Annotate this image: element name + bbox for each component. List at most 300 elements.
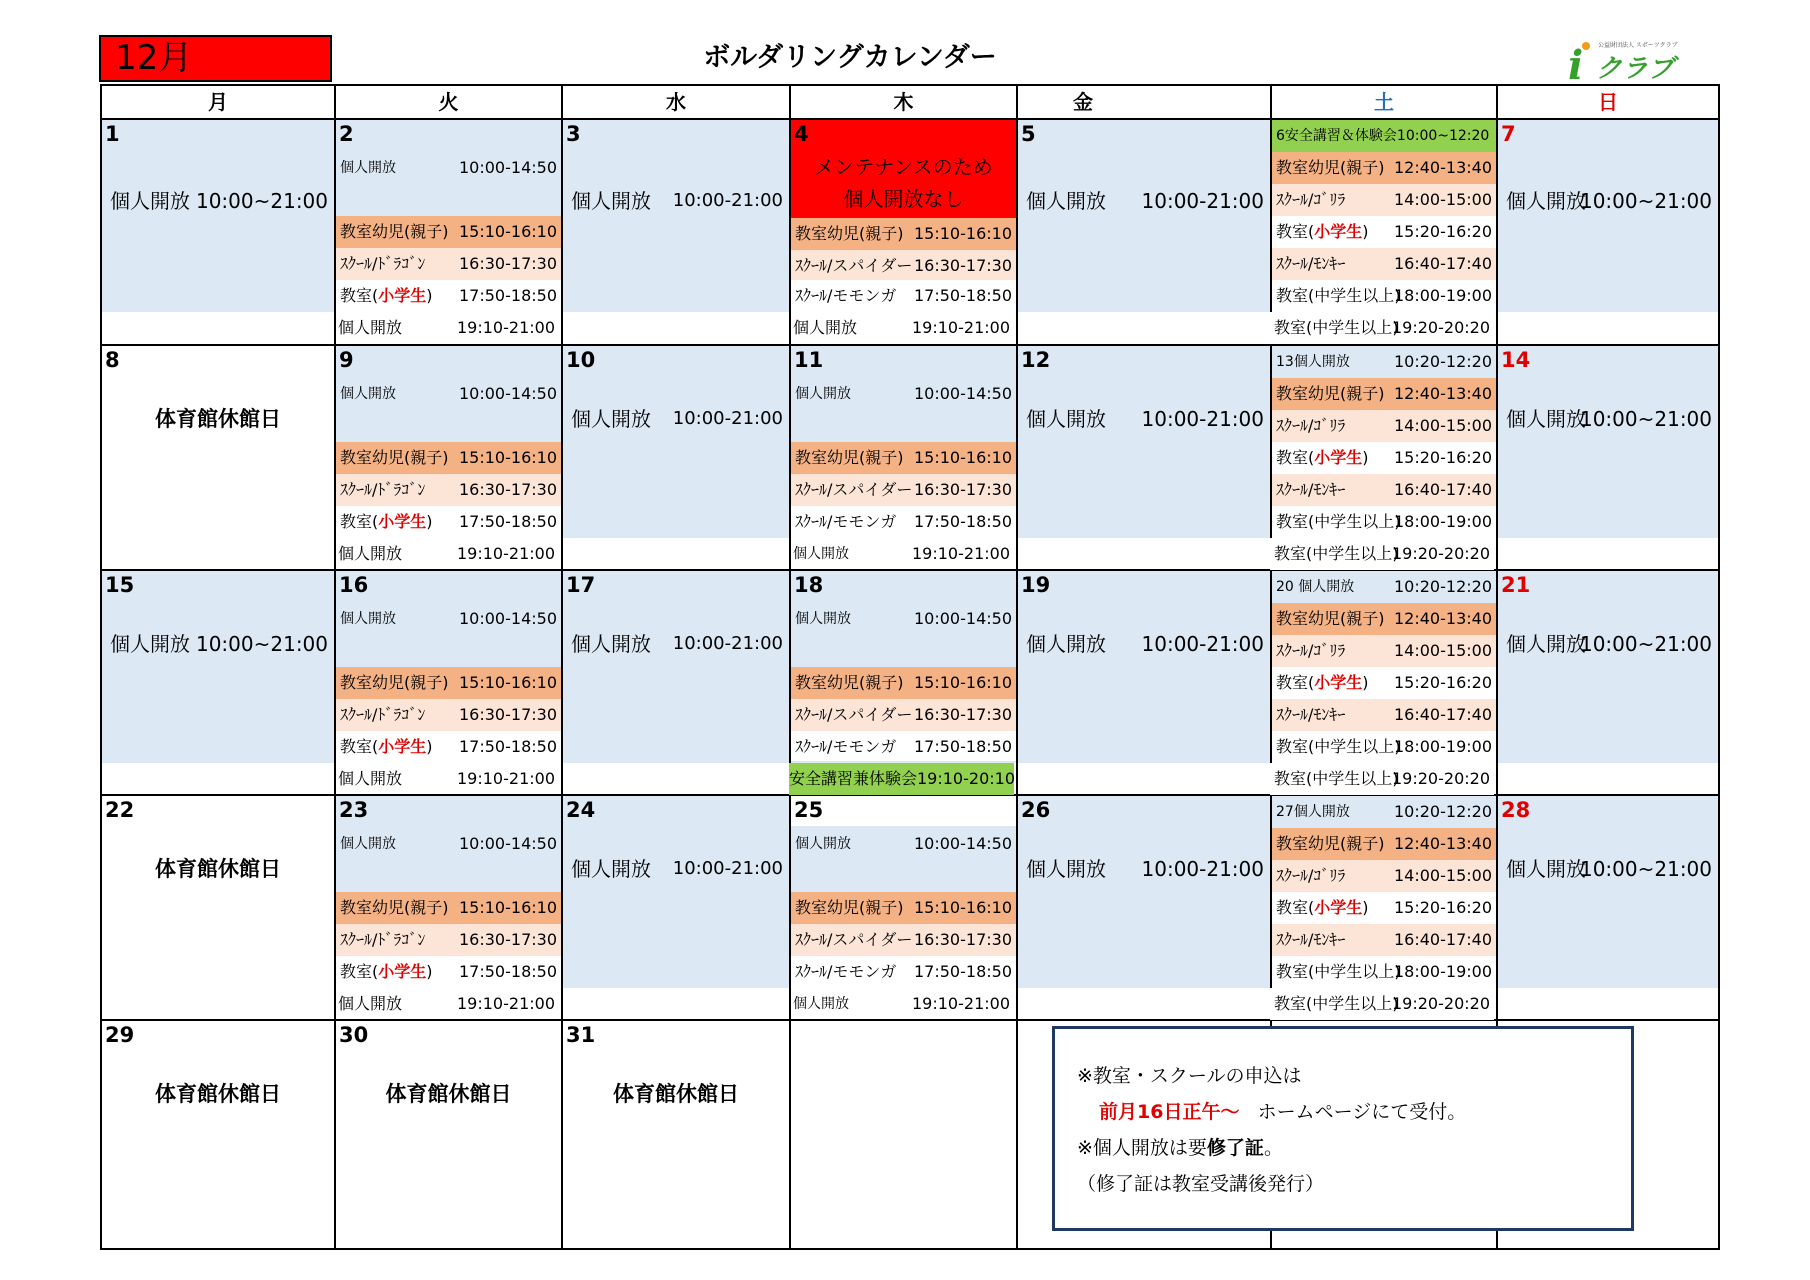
schedule-label: 教室幼児(親子) [795,224,904,243]
schedule-label: ｽｸｰﾙ/ｺﾞﾘﾗ [1276,641,1346,660]
day-number: 29 [105,1023,135,1047]
day-cell-24[interactable] [563,796,789,988]
schedule-time: 17:50-18:50 [459,962,557,981]
day-number: 1 [105,122,120,146]
schedule-time: 16:30-17:30 [914,256,1012,275]
day-number: 24 [566,798,596,822]
day-number: 22 [105,798,135,822]
schedule-gorilla [1272,184,1496,216]
schedule-open-evening [334,538,559,570]
schedule-spider [791,250,1016,282]
schedule-time: 10:00~21:00 [1579,857,1712,881]
schedule-label-red: 小学生 [1314,898,1363,917]
day-cell-27[interactable] [1272,796,1496,988]
schedule-time: 19:10-21:00 [457,318,555,337]
schedule-time: 15:10-16:10 [914,448,1012,467]
month-label: 12月 [99,35,332,82]
schedule-junior-1 [1272,731,1496,763]
note-line-3 [1077,1133,1283,1163]
schedule-label: 教室( [340,286,379,305]
day-cell-15[interactable] [102,571,334,763]
schedule-label: 個人開放 [338,994,403,1013]
schedule-time: 12:40-13:40 [1394,609,1492,628]
schedule-time: 17:50-18:50 [459,512,557,531]
schedule-time: 15:20-16:20 [1394,898,1492,917]
schedule-monkey [1272,474,1496,506]
schedule-open-evening [789,312,1014,344]
note-line-2 [1099,1097,1466,1127]
schedule-momonga [791,731,1016,761]
schedule-label: 教室(中学生以上) [1276,737,1401,756]
day-number: 31 [566,1023,596,1047]
schedule-label: ｽｸｰﾙ/モモンガ [795,737,897,756]
schedule-label: ｽｸｰﾙ/ﾓﾝｷｰ [1276,705,1346,724]
schedule-label: 教室( [1276,673,1315,692]
schedule-time: 19:10-21:00 [912,544,1010,563]
day-number: 28 [1501,798,1531,822]
schedule-elementary [336,280,561,312]
schedule-label: 教室( [1276,448,1315,467]
schedule-label: 個人開放 [795,386,851,402]
schedule-label-red: 小学生 [378,737,427,756]
day-cell-2[interactable] [336,120,561,312]
note-end: 。 [1263,1137,1283,1159]
schedule-junior-2 [1270,763,1494,795]
schedule-label: ｽｸｰﾙ/ﾓﾝｷｰ [1276,930,1346,949]
day-number: 21 [1501,573,1531,597]
schedule-label: 個人開放 [338,318,403,337]
schedule-label: 個人開放 [1506,407,1586,431]
schedule-label: 教室幼児(親子) [1276,609,1385,628]
schedule-dragon [336,248,561,280]
schedule-open-morning [1272,346,1496,378]
day-number: 4 [794,122,809,146]
closed-label: 体育館休館日 [155,407,281,431]
schedule-label: 個人開放 [1026,857,1106,881]
note-bold: 修了証 [1206,1137,1264,1159]
schedule-open-morning [1272,796,1496,828]
schedule-kids [1272,603,1496,635]
schedule-label: 教室(中学生以上) [1274,994,1399,1013]
schedule-label: 教室幼児(親子) [1276,834,1385,853]
schedule-time: 16:40-17:40 [1394,254,1492,273]
schedule-time: 16:40-17:40 [1394,705,1492,724]
schedule-time: 10:00-14:50 [914,834,1012,853]
schedule-open-morning [336,378,561,410]
day-cell-9[interactable] [336,346,561,538]
schedule-label-close: ) [1362,222,1369,241]
day-cell-20[interactable] [1272,571,1496,763]
closed-label: 体育館休館日 [155,1082,281,1106]
weekday-wed: 水 [666,90,686,114]
schedule-time: 10:00~21:00 [195,632,328,656]
day-cell-3[interactable] [563,120,789,312]
schedule-time: 19:10-21:00 [457,769,555,788]
schedule-label: 教室幼児(親子) [795,673,904,692]
schedule-label: ｽｸｰﾙ/ｺﾞﾘﾗ [1276,866,1346,885]
note-text: ※個人開放は要 [1077,1137,1207,1159]
schedule-kids [1272,152,1496,184]
day-number: 19 [1021,573,1051,597]
schedule-time: 16:30-17:30 [459,705,557,724]
schedule-time: 15:10-16:10 [914,898,1012,917]
schedule-label: 個人開放 [571,632,651,656]
schedule-elementary [1272,667,1496,699]
day-cell-18[interactable] [791,571,1016,763]
schedule-label: 教室幼児(親子) [1276,384,1385,403]
schedule-junior-2 [1270,538,1494,570]
schedule-safety-event [1272,120,1496,152]
schedule-time: 10:20-12:20 [1394,577,1492,596]
schedule-label: 教室( [1276,898,1315,917]
schedule-label: 教室(中学生以上) [1276,512,1401,531]
schedule-time: 10:00-14:50 [459,834,557,853]
schedule-label: 教室(中学生以上) [1274,769,1399,788]
schedule-label: ｽｸｰﾙ/ﾄﾞﾗｺﾞﾝ [340,705,426,724]
schedule-time: 14:00-15:00 [1394,416,1492,435]
schedule-label: 個人開放 [1506,632,1586,656]
schedule-label-red: 小学生 [1314,448,1363,467]
schedule-label: 個人開放 [793,546,849,562]
day-cell-1[interactable] [102,120,334,312]
schedule-label: 教室( [1276,222,1315,241]
schedule-label: 教室(中学生以上) [1274,544,1399,563]
day-cell-5[interactable] [1018,120,1270,312]
schedule-label: ｽｸｰﾙ/ﾄﾞﾗｺﾞﾝ [340,480,426,499]
day-cell-4[interactable] [791,120,1016,312]
closed-label: 体育館休館日 [613,1082,739,1106]
schedule-momonga [791,956,1016,988]
day-cell-21[interactable] [1498,571,1718,763]
schedule-label-close: ) [426,512,433,531]
schedule-time: 10:00-14:50 [459,609,557,628]
day-cell-30[interactable] [336,1021,561,1248]
schedule-label-red: 小学生 [1314,222,1363,241]
schedule-time: 12:40-13:40 [1394,158,1492,177]
schedule-time: 19:10-21:00 [457,544,555,563]
day-number: 26 [1021,798,1051,822]
day-number: 30 [339,1023,369,1047]
schedule-time: 16:30-17:30 [459,480,557,499]
day-cell-23[interactable] [336,796,561,988]
page-title: ボルダリングカレンダー [703,42,997,73]
day-cell-8[interactable] [102,346,334,538]
schedule-elementary [336,506,561,538]
schedule-time: 10:00~21:00 [1579,632,1712,656]
schedule-time: 15:10-16:10 [459,448,557,467]
day-cell-17[interactable] [563,571,789,763]
schedule-time: 15:20-16:20 [1394,673,1492,692]
column-divider [1016,86,1018,1248]
schedule-label: 教室(中学生以上) [1274,318,1399,337]
day-number: 23 [339,798,369,822]
schedule-label: 個人開放 [795,611,851,627]
schedule-open-evening [789,988,1014,1020]
schedule-label: 個人開放 [1026,407,1106,431]
schedule-time: 16:40-17:40 [1394,930,1492,949]
weekday-mon: 月 [208,90,228,114]
schedule-label: 教室(中学生以上) [1276,962,1401,981]
schedule-label-close: ) [426,286,433,305]
schedule-elementary [1272,216,1496,248]
schedule-spider [791,474,1016,506]
day-cell-31[interactable] [563,1021,789,1248]
schedule-time: 19:10-21:00 [912,994,1010,1013]
schedule-kids [791,892,1016,924]
schedule-label: ｽｸｰﾙ/ﾓﾝｷｰ [1276,480,1346,499]
schedule-label-red: 小学生 [378,512,427,531]
schedule-label: 教室( [340,962,379,981]
day-cell-29[interactable] [102,1021,334,1248]
schedule-time: 19:20-20:20 [1392,769,1490,788]
schedule-label: 個人開放 [110,632,190,656]
schedule-kids [336,442,561,474]
schedule-time: 19:20-20:20 [1392,994,1490,1013]
schedule-time: 18:00-19:00 [1394,962,1492,981]
day-number: 8 [105,348,120,372]
day-cell-7[interactable] [1498,120,1718,312]
schedule-time: 15:10-16:10 [459,222,557,241]
schedule-open-morning [1272,571,1496,603]
weekday-thu: 木 [893,90,914,114]
schedule-open-morning [336,603,561,635]
day-cell-22[interactable] [102,796,334,988]
info-note [1052,1026,1634,1231]
schedule-elementary [1272,892,1496,924]
schedule-time: 15:20-16:20 [1394,448,1492,467]
schedule-label: 個人開放 [1026,632,1106,656]
schedule-label: 個人開放 [340,160,396,176]
schedule-label: ｽｸｰﾙ/スパイダー [795,930,913,949]
day-number: 14 [1501,348,1531,372]
day-cell-14[interactable] [1498,346,1718,538]
schedule-label-close: ) [1362,898,1369,917]
schedule-time: 16:30-17:30 [459,254,557,273]
schedule-time: 10:00-21:00 [1141,189,1264,213]
schedule-label: ｽｸｰﾙ/ｺﾞﾘﾗ [1276,190,1346,209]
schedule-monkey [1272,924,1496,956]
schedule-elementary [336,956,561,988]
day-number: 15 [105,573,135,597]
day-number: 5 [1021,122,1036,146]
schedule-time: 10:00-14:50 [459,158,557,177]
day-cell-16[interactable] [336,571,561,763]
schedule-label: ｽｸｰﾙ/モモンガ [795,512,897,531]
schedule-safety-event [789,763,1014,795]
schedule-label: 教室幼児(親子) [340,673,449,692]
schedule-time: 10:00-21:00 [672,858,783,879]
schedule-time: 14:00-15:00 [1394,866,1492,885]
schedule-label: 安全講習兼体験会19:10-20:10 [789,769,1015,788]
schedule-time: 16:30-17:30 [459,930,557,949]
schedule-label: 個人開放 [571,407,651,431]
schedule-label: ｽｸｰﾙ/ﾄﾞﾗｺﾞﾝ [340,930,426,949]
note-deadline: 前月16日正午～ [1099,1101,1240,1123]
day-cell-10[interactable] [563,346,789,538]
day-number: 25 [794,798,824,822]
schedule-time: 19:10-21:00 [912,318,1010,337]
schedule-time: 15:20-16:20 [1394,222,1492,241]
row-divider [102,344,1718,346]
schedule-label: 個人開放 [340,836,396,852]
schedule-time: 10:00-14:50 [459,384,557,403]
schedule-kids [1272,378,1496,410]
schedule-label: ｽｸｰﾙ/ﾄﾞﾗｺﾞﾝ [340,254,426,273]
schedule-label: 個人開放 [571,857,651,881]
day-number: 12 [1021,348,1051,372]
schedule-label: 教室(中学生以上) [1276,286,1401,305]
day-cell-19[interactable] [1018,571,1270,763]
schedule-label: 個人開放 [795,836,851,852]
schedule-time: 10:00-21:00 [672,190,783,211]
day-cell-11[interactable] [791,346,1016,538]
schedule-label: 個人開放 [793,996,849,1012]
schedule-label: 6安全講習＆体験会10:00~12:20 [1276,128,1490,144]
day-cell-26[interactable] [1018,796,1270,988]
schedule-label-close: ) [426,962,433,981]
logo-mark: i [1568,42,1584,89]
schedule-monkey [1272,699,1496,731]
schedule-monkey [1272,248,1496,280]
schedule-elementary [336,731,561,763]
maintenance-notice [791,120,1016,218]
day-cell-25[interactable] [791,796,1016,988]
day-cell-28[interactable] [1498,796,1718,988]
schedule-junior-1 [1272,506,1496,538]
schedule-label-close: ) [1362,448,1369,467]
schedule-kids [791,442,1016,474]
schedule-label: 個人開放 [338,769,403,788]
day-number: 3 [566,122,581,146]
maintenance-text-2: 個人開放なし [843,187,964,211]
logo-small-text: 公益財団法人 スポーツクラブ [1598,42,1678,49]
maintenance-text: メンテナンスのため [814,155,993,179]
schedule-time: 17:50-18:50 [914,512,1012,531]
schedule-time: 10:00~21:00 [195,189,328,213]
schedule-label: 個人開放 [110,189,190,213]
schedule-label: ｽｸｰﾙ/ﾓﾝｷｰ [1276,254,1346,273]
schedule-time: 10:20-12:20 [1394,352,1492,371]
schedule-time: 10:20-12:20 [1394,802,1492,821]
schedule-spider [791,699,1016,731]
weekday-sun: 日 [1598,90,1618,114]
schedule-time: 15:10-16:10 [459,898,557,917]
schedule-label: 個人開放 [340,386,396,402]
schedule-label: 個人開放 [1506,857,1586,881]
schedule-time: 15:10-16:10 [914,673,1012,692]
day-number: 9 [339,348,354,372]
schedule-label-close: ) [426,737,433,756]
closed-label: 体育館休館日 [385,1082,512,1106]
closed-label: 体育館休館日 [155,857,281,881]
schedule-kids [791,218,1016,250]
schedule-time: 15:10-16:10 [914,224,1012,243]
schedule-label: 13個人開放 [1276,354,1350,370]
schedule-elementary [1272,442,1496,474]
schedule-time: 19:10-21:00 [457,994,555,1013]
schedule-junior-1 [1272,956,1496,988]
schedule-time: 10:00~21:00 [1579,189,1712,213]
schedule-kids [1272,828,1496,860]
schedule-gorilla [1272,860,1496,892]
day-number: 7 [1501,122,1516,146]
day-cell-13[interactable] [1272,346,1496,538]
schedule-label: 個人開放 [571,189,651,213]
note-line-1: ※教室・スクールの申込は [1077,1065,1302,1087]
schedule-time: 10:00-21:00 [672,633,783,654]
column-divider [789,86,791,1248]
schedule-spider [791,924,1016,956]
schedule-time: 10:00~21:00 [1579,407,1712,431]
schedule-label: ｽｸｰﾙ/スパイダー [795,256,913,275]
schedule-time: 10:00-14:50 [914,384,1012,403]
schedule-time: 19:20-20:20 [1392,318,1490,337]
schedule-label: 教室幼児(親子) [795,448,904,467]
schedule-time: 14:00-15:00 [1394,190,1492,209]
schedule-label: 教室幼児(親子) [340,448,449,467]
schedule-open-morning [336,152,561,184]
logo-word: クラブ [1596,54,1675,84]
schedule-label: 個人開放 [340,611,396,627]
schedule-label-red: 小学生 [378,962,427,981]
schedule-label-red: 小学生 [1314,673,1363,692]
schedule-label: ｽｸｰﾙ/ｺﾞﾘﾗ [1276,416,1346,435]
day-number: 18 [794,573,824,597]
schedule-label: 教室幼児(親子) [795,898,904,917]
schedule-open-evening [334,988,559,1020]
schedule-label: 個人開放 [1506,189,1586,213]
schedule-dragon [336,924,561,956]
schedule-open-evening [334,312,559,344]
schedule-label: 教室幼児(親子) [340,222,449,241]
empty-cell [791,1021,1016,1248]
schedule-time: 17:50-18:50 [459,286,557,305]
schedule-time: 12:40-13:40 [1394,384,1492,403]
schedule-label-red: 小学生 [378,286,427,305]
schedule-label-close: ) [1362,673,1369,692]
day-cell-6[interactable] [1272,120,1496,312]
schedule-time: 10:00-21:00 [1141,857,1264,881]
day-number: 10 [566,348,596,372]
schedule-time: 10:00-21:00 [672,408,783,429]
schedule-open-evening [789,538,1014,570]
day-number: 17 [566,573,596,597]
schedule-time: 16:30-17:30 [914,705,1012,724]
schedule-kids [336,216,561,248]
schedule-label: 個人開放 [1026,189,1106,213]
schedule-open-morning [336,828,561,860]
schedule-time: 16:30-17:30 [914,930,1012,949]
note-line-4: （修了証は教室受講後発行） [1077,1173,1325,1195]
schedule-time: 14:00-15:00 [1394,641,1492,660]
schedule-time: 18:00-19:00 [1394,737,1492,756]
schedule-gorilla [1272,635,1496,667]
schedule-gorilla [1272,410,1496,442]
schedule-time: 18:00-19:00 [1394,286,1492,305]
schedule-label: 教室幼児(親子) [340,898,449,917]
schedule-junior-1 [1272,280,1496,312]
schedule-label: ｽｸｰﾙ/スパイダー [795,480,913,499]
day-header-bar [791,796,1016,826]
schedule-time: 17:50-18:50 [459,737,557,756]
schedule-dragon [336,474,561,506]
schedule-dragon [336,699,561,731]
day-number: 11 [794,348,824,372]
day-cell-12[interactable] [1018,346,1270,538]
day-number: 16 [339,573,369,597]
row-divider [102,118,1718,120]
schedule-time: 10:00-14:50 [914,609,1012,628]
